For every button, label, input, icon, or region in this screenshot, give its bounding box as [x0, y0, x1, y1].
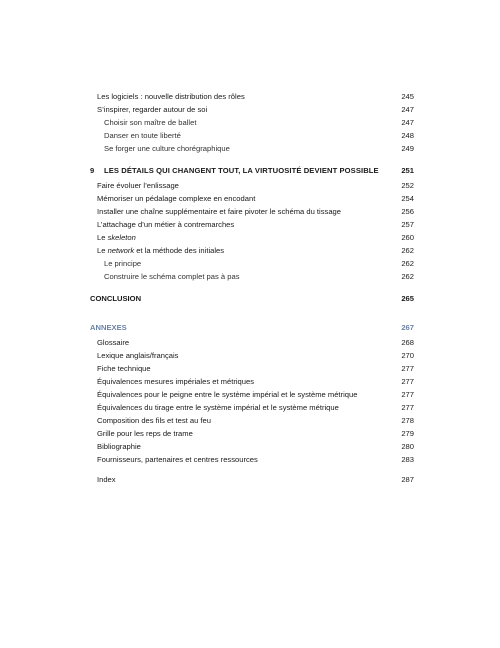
toc-entry-title: Équivalences mesures impériales et métriques	[97, 377, 255, 386]
toc-entry[interactable]	[0, 363, 500, 375]
toc-entry[interactable]	[0, 193, 500, 205]
toc-entry-title: Grille pour les reps de trame	[97, 429, 193, 438]
section-title: CONCLUSION	[90, 294, 142, 303]
toc-entry[interactable]	[0, 206, 500, 218]
toc-entry-title: Le skeleton	[97, 233, 136, 242]
toc-section-heading[interactable]	[0, 322, 500, 334]
toc-entry-title: Faire évoluer l’enlissage	[97, 181, 179, 190]
toc-entry[interactable]	[0, 376, 500, 388]
toc-entry-page: 270	[401, 351, 414, 360]
section-title: ANNEXES	[90, 323, 127, 332]
toc-entry-page: 262	[401, 272, 414, 281]
toc-entry-page: 262	[401, 246, 414, 255]
toc-entry-title: Construire le schéma complet pas à pas	[104, 272, 240, 281]
toc-chapter-heading[interactable]	[0, 165, 500, 177]
toc-entry-page: 280	[401, 442, 414, 451]
toc-entry[interactable]	[0, 415, 500, 427]
toc-entry-title: Glossaire	[97, 338, 130, 347]
toc-entry-page: 254	[401, 194, 414, 203]
toc-entry[interactable]	[0, 104, 500, 116]
toc-entry-page: 245	[401, 92, 414, 101]
toc-entry-title: L’attachage d’un métier à contremarches	[97, 220, 235, 229]
toc-entry-page: 268	[401, 338, 414, 347]
toc-entry[interactable]	[0, 454, 500, 466]
toc-entry[interactable]	[0, 441, 500, 453]
toc-entry-page: 257	[401, 220, 414, 229]
toc-entry-page: 287	[401, 475, 414, 484]
toc-entry[interactable]	[0, 232, 500, 244]
toc-subentry[interactable]	[0, 130, 500, 142]
toc-entry-page: 277	[401, 403, 414, 412]
toc-entry[interactable]	[0, 219, 500, 231]
toc-entry-page: 252	[401, 181, 414, 190]
toc-subentry[interactable]	[0, 117, 500, 129]
toc-entry[interactable]	[0, 91, 500, 103]
toc-entry-index[interactable]	[0, 474, 500, 486]
toc-entry-page: 277	[401, 377, 414, 386]
toc-section-heading[interactable]	[0, 293, 500, 305]
toc-subentry[interactable]	[0, 143, 500, 155]
toc-entry-title: Installer une chaîne supplémentaire et faire pivoter le schéma du tissage	[97, 207, 341, 216]
toc-entry-page: 278	[401, 416, 414, 425]
toc-entry[interactable]	[0, 428, 500, 440]
toc-entry[interactable]	[0, 337, 500, 349]
toc-entry-page: 247	[401, 118, 414, 127]
toc-entry-title: S’inspirer, regarder autour de soi	[97, 105, 208, 114]
section-page: 267	[401, 323, 414, 332]
toc-entry-page: 260	[401, 233, 414, 242]
toc-entry-title: Fiche technique	[97, 364, 151, 373]
chapter-title: LES DÉTAILS QUI CHANGENT TOUT, LA VIRTUOSITÉ DEVIENT POSSIBLE	[104, 166, 379, 175]
toc-subentry[interactable]	[0, 258, 500, 270]
toc-entry-title: Le network et la méthode des initiales	[97, 246, 225, 255]
toc-entry-page: 262	[401, 259, 414, 268]
toc-entry-title: Mémoriser un pédalage complexe en encodant	[97, 194, 256, 203]
toc-entry-page: 279	[401, 429, 414, 438]
toc-entry-title: Danser en toute liberté	[104, 131, 181, 140]
toc-entry-title: Le principe	[104, 259, 142, 268]
toc-entry-title: Équivalences du tirage entre le système impérial et le système métrique	[97, 403, 339, 412]
toc-entry-title: Composition des fils et test au feu	[97, 416, 211, 425]
toc-entry-page: 248	[401, 131, 414, 140]
toc-entry[interactable]	[0, 389, 500, 401]
toc-entry-page: 249	[401, 144, 414, 153]
toc-entry[interactable]	[0, 350, 500, 362]
toc-entry-title: Bibliographie	[97, 442, 141, 451]
toc-entry-title: Équivalences pour le peigne entre le système impérial et le système métrique	[97, 390, 358, 399]
toc-entry-title: Fournisseurs, partenaires et centres ressources	[97, 455, 258, 464]
toc-entry-page: 277	[401, 390, 414, 399]
toc-entry[interactable]	[0, 402, 500, 414]
toc-entry[interactable]	[0, 245, 500, 257]
chapter-number: 9	[90, 166, 95, 175]
toc-entry[interactable]	[0, 180, 500, 192]
toc-entry-title: Se forger une culture chorégraphique	[104, 144, 230, 153]
toc-entry-title: Lexique anglais/français	[97, 351, 179, 360]
toc-entry-page: 247	[401, 105, 414, 114]
toc-entry-title: Index	[97, 475, 116, 484]
section-page: 265	[401, 294, 414, 303]
toc-entry-page: 256	[401, 207, 414, 216]
toc-entry-page: 277	[401, 364, 414, 373]
toc-entry-title: Choisir son maître de ballet	[104, 118, 197, 127]
chapter-page: 251	[401, 166, 414, 175]
toc-entry-page: 283	[401, 455, 414, 464]
toc-subentry[interactable]	[0, 271, 500, 283]
toc-entry-title: Les logiciels : nouvelle distribution des rôles	[97, 92, 245, 101]
